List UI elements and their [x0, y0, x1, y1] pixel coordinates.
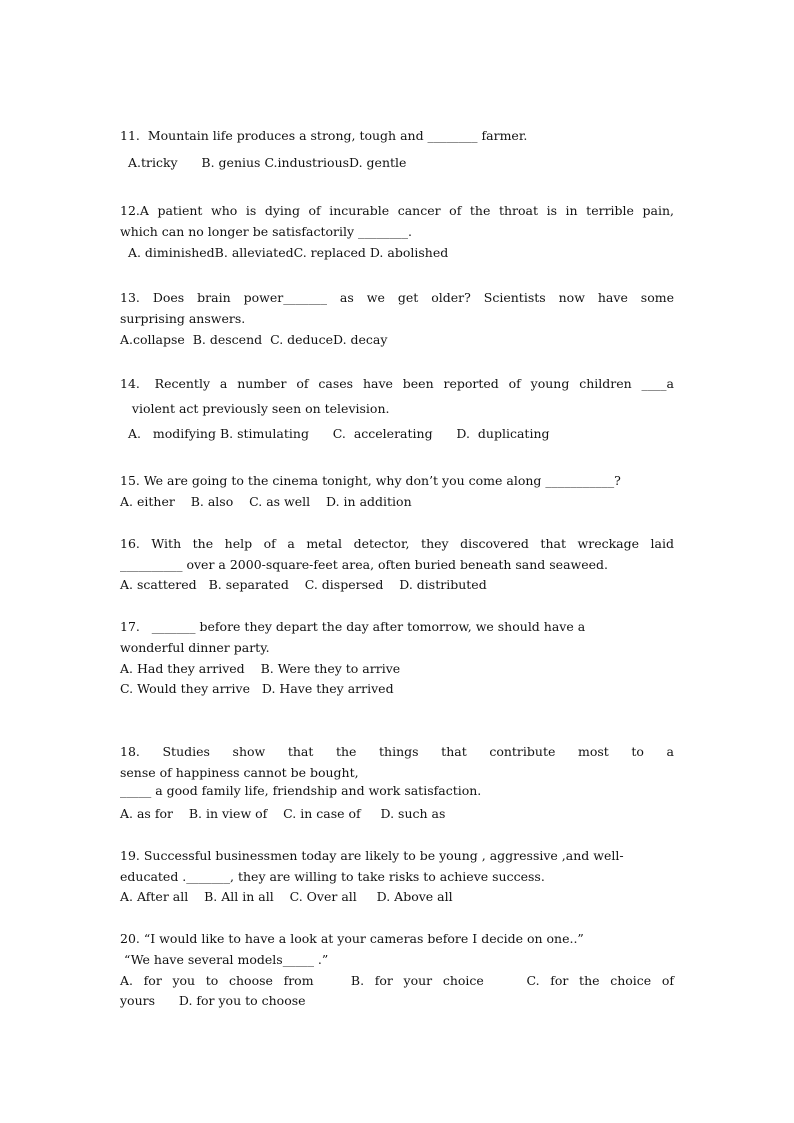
question-18-options: A. as for B. in view of C. in case of D. such as — [120, 806, 446, 821]
question-15-options: A. either B. also C. as well D. in addition — [120, 494, 412, 509]
question-17-line-1: 17. _______ before they depart the day after tomorrow, we should have a — [120, 619, 586, 634]
question-20-options-1: A. for you to choose from B. for your choice C. for the choice of — [120, 973, 674, 988]
question-18-line-2: sense of happiness cannot be bought, — [120, 765, 359, 780]
question-16-line-2: __________ over a 2000-square-feet area, often buried beneath sand seaweed. — [120, 557, 608, 572]
question-19-options: A. After all B. All in all C. Over all D. Above all — [120, 889, 453, 904]
question-15-line-1: 15. We are going to the cinema tonight, why don’t you come along ___________? — [120, 473, 621, 488]
question-18-line-3: _____ a good family life, friendship and work satisfaction. — [120, 783, 482, 798]
question-19-line-1: 19. Successful businessmen today are likely to be young , aggressive ,and well- — [120, 848, 624, 863]
question-14-line-1: 14. Recently a number of cases have been reported of young children ____a — [120, 376, 674, 391]
question-12-options: A. diminishedB. alleviatedC. replaced D. abolished — [120, 245, 449, 260]
question-13-line-2: surprising answers. — [120, 311, 246, 326]
question-12-line-1: 12.A patient who is dying of incurable cancer of the throat is in terrible pain, — [120, 203, 674, 218]
question-17-options-2: C. Would they arrive D. Have they arrived — [120, 681, 394, 696]
question-16-options: A. scattered B. separated C. dispersed D. distributed — [120, 577, 487, 592]
question-11-line-1: 11. Mountain life produces a strong, tough and ________ farmer. — [120, 128, 528, 143]
question-14-options: A. modifying B. stimulating C. accelerating D. duplicating — [120, 426, 550, 441]
question-14-line-2: violent act previously seen on television. — [120, 401, 390, 416]
question-19-line-2: educated ._______, they are willing to take risks to achieve success. — [120, 869, 545, 884]
question-17-line-2: wonderful dinner party. — [120, 640, 270, 655]
question-20-line-1: 20. “I would like to have a look at your cameras before I decide on one..” — [120, 931, 584, 946]
question-18-line-1: 18. Studies show that the things that contribute most to a — [120, 744, 674, 759]
question-17-options-1: A. Had they arrived B. Were they to arrive — [120, 661, 401, 676]
question-13-options: A.collapse B. descend C. deduceD. decay — [120, 332, 388, 347]
question-11-options: A.tricky B. genius C.industriousD. gentle — [120, 155, 407, 170]
question-20-line-2: “We have several models_____ .” — [120, 952, 329, 967]
question-20-options-2: yours D. for you to choose — [120, 993, 306, 1008]
question-16-line-1: 16. With the help of a metal detector, they discovered that wreckage laid — [120, 536, 674, 551]
question-12-line-2: which can no longer be satisfactorily ________. — [120, 224, 413, 239]
question-13-line-1: 13. Does brain power_______ as we get older? Scientists now have some — [120, 290, 674, 305]
